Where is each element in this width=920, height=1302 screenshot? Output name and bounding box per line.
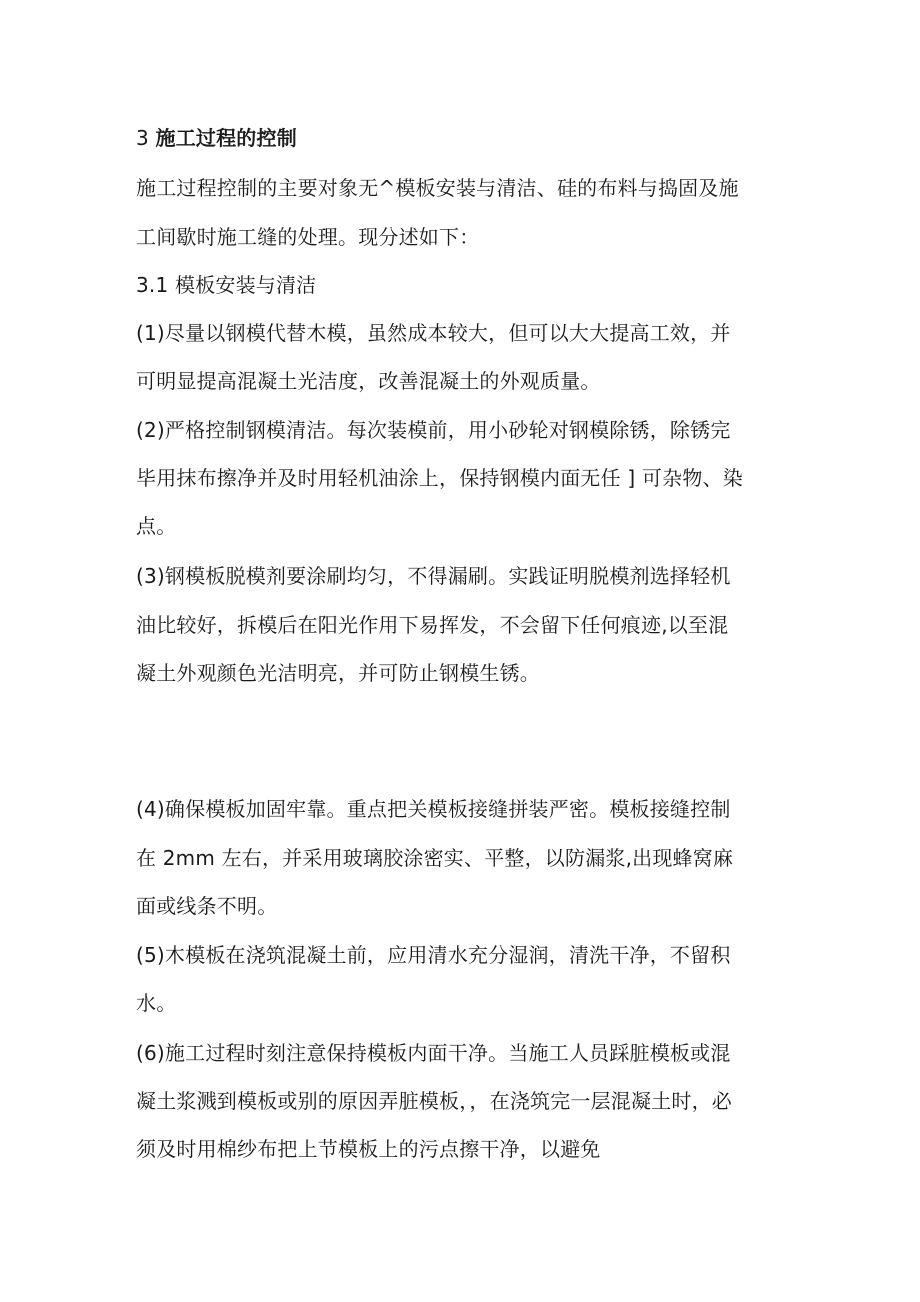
section-heading-title: 施工过程的控制 [155,126,297,150]
paragraph-line: 可明显提高混凝土光洁度，改善混凝土的外观质量。 [136,369,601,393]
paragraph-line: (1)尽量以钢模代替木模，虽然成本较大，但可以大大提高工效，并 [136,321,731,345]
paragraph-line: 施工过程控制的主要对象无^模板安装与清洁、硅的布料与捣固及施 [136,176,739,200]
paragraph-line: 水。 [136,991,177,1015]
paragraph-line: 点。 [136,514,177,538]
paragraph-line: 在 2mm 左右，并采用玻璃胶涂密实、平整，以防漏浆,出现蜂窝麻 [136,846,734,870]
section-heading [136,124,796,152]
subsection-heading: 3.1 模板安装与清洁 [136,273,317,297]
paragraph-line: (5)木模板在浇筑混凝土前，应用清水充分湿润，清洗干净，不留积 [136,943,731,967]
paragraph-line: 凝土外观颜色光洁明亮，并可防止钢模生锈。 [136,661,540,685]
paragraph-line: (2)严格控制钢模清洁。每次装模前，用小砂轮对钢模除锈，除锈完 [136,418,731,442]
paragraph-line: 工间歇时施工缝的处理。现分述如下： [136,225,480,249]
paragraph-line: (4)确保模板加固牢靠。重点把关模板接缝拼装严密。模板接缝控制 [136,797,731,821]
paragraph-line: (6)施工过程时刻注意保持模板内面干净。当施工人员踩脏模板或混 [136,1041,731,1065]
paragraph-line: 须及时用棉纱布把上节模板上的污点擦干净，以避免 [136,1137,601,1161]
paragraph-line: 油比较好，拆模后在阳光作用下易挥发，不会留下任何痕迹,以至混 [136,613,729,637]
paragraph-line: 毕用抹布擦净并及时用轻机油涂上，保持钢模内面无任 ] 可杂物、染 [136,466,743,490]
paragraph-line: (3)钢模板脱模剂要涂刷均匀，不得漏刷。实践证明脱模剂选择轻机 [136,564,731,588]
paragraph-line: 凝土浆溅到模板或别的原因弄脏模板，，在浇筑完一层混凝土时，必 [136,1089,732,1113]
section-heading-number: 3 [136,126,149,150]
paragraph-line: 面或线条不明。 [136,894,278,918]
